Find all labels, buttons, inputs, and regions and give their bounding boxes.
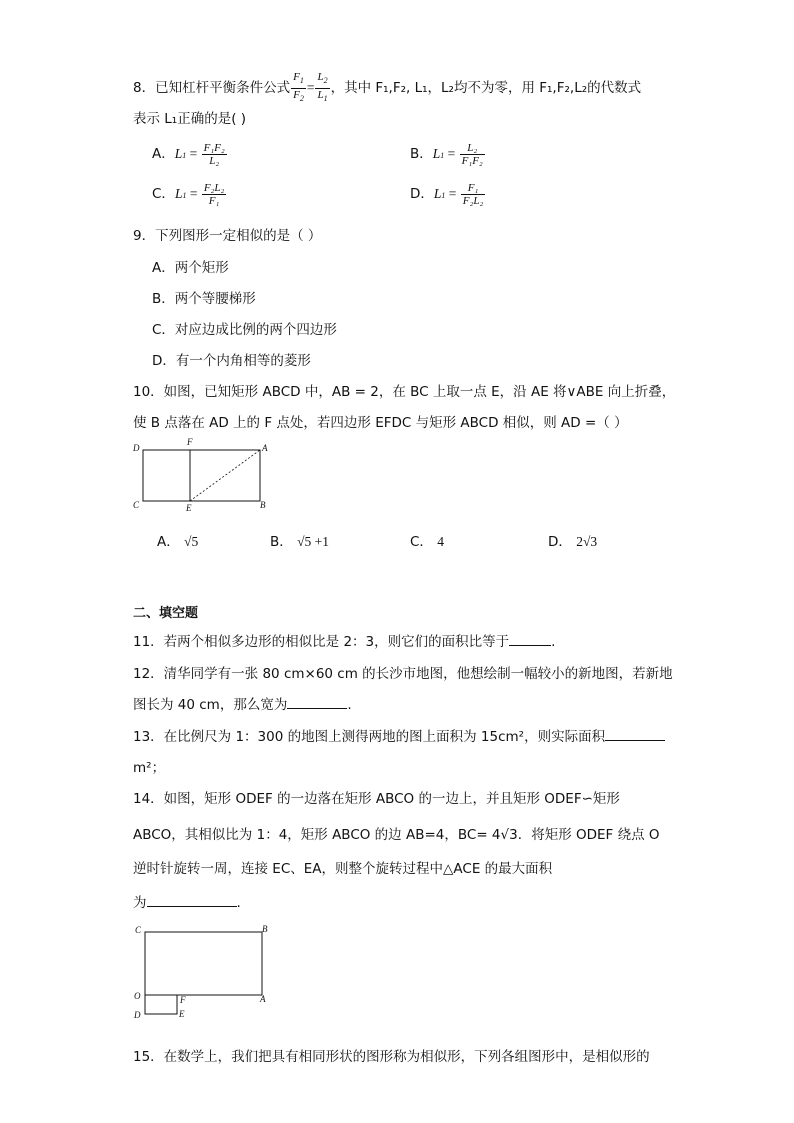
q8-formula-eq: = xyxy=(306,80,315,95)
q13-line1: 13．在比例尺为 1：300 的地图上测得两地的图上面积为 15cm²，则实际面积 xyxy=(133,725,665,745)
q9-option-a: A．两个矩形 xyxy=(152,260,229,276)
q8-line1 xyxy=(133,70,641,106)
rectangle-abco xyxy=(145,932,262,995)
q10-option-a: A． √5 xyxy=(157,534,199,550)
q14-line3: 逆时针旋转一周，连接 EC、EA，则整个旋转过程中△ACE 的最大面积 xyxy=(133,861,553,877)
q14-figure xyxy=(130,920,275,1024)
q10-option-c: C． 4 xyxy=(410,534,444,550)
q13-line2: m²； xyxy=(133,760,166,776)
label-o: O xyxy=(134,991,141,1001)
label-e: E xyxy=(186,503,192,512)
q14-blank[interactable] xyxy=(147,894,237,907)
q14-line4: 为 . xyxy=(133,895,241,911)
q10-option-d: D． 2√3 xyxy=(548,534,598,550)
q10-figure xyxy=(130,436,275,512)
q13-blank[interactable] xyxy=(605,728,665,741)
q12-line1: 12．清华同学有一张 80 cm×60 cm 的长沙市地图，他想绘制一幅较小的新地图，若新地 xyxy=(133,666,673,682)
q10-option-b: B． √5 +1 xyxy=(270,534,329,550)
label-c: C xyxy=(135,925,142,935)
label-d: D xyxy=(134,1010,141,1020)
label-c: C xyxy=(133,500,140,510)
rectangle-abcd xyxy=(143,450,260,501)
q9-option-d: D．有一个内角相等的菱形 xyxy=(152,353,311,369)
segment-ea-dashed xyxy=(190,450,260,501)
q8-option-b: B．L1 = $\frac{\text{L₂}}{\text{F₁F₂}}$ xyxy=(410,141,483,167)
q8-line1-pre: 8．已知杠杆平衡条件公式 xyxy=(133,80,291,96)
section-title-fill-in: 二、填空题 xyxy=(133,606,199,621)
label-b: B xyxy=(262,924,268,934)
label-a: A xyxy=(260,994,266,1004)
label-f: F xyxy=(187,437,193,447)
q9-option-b: B．两个等腰梯形 xyxy=(152,291,256,307)
q11-blank[interactable] xyxy=(509,633,551,646)
q14-line2: ABCO，其相似比为 1：4，矩形 ABCO 的边 AB=4，BC= 4√3．将矩形 ODEF 绕点 O xyxy=(133,827,660,843)
q12-line2: 图长为 40 cm，那么宽为 . xyxy=(133,697,352,713)
label-e: E xyxy=(179,1009,185,1019)
q8-formula-left: $\frac{F_1}{F_2}$ xyxy=(293,71,304,103)
q10-line1: 10．如图，已知矩形 ABCD 中，AB = 2，在 BC 上取一点 E，沿 AE 将∨ABE 向上折叠， xyxy=(133,384,676,400)
q10-line2: 使 B 点落在 AD 上的 F 点处，若四边形 EFDC 与矩形 ABCD 相似，则 AD =（ ） xyxy=(133,415,628,431)
q11-line: 11．若两个相似多边形的相似比是 2：3，则它们的面积比等于 . xyxy=(133,634,556,650)
q9-stem: 9．下列图形一定相似的是（ ） xyxy=(133,228,322,244)
q8-option-a: A．L1 = $\frac{\text{F₁F₂}}{\text{L₂}}$ xyxy=(152,141,225,167)
q15-line1: 15．在数学上，我们把具有相同形状的图形称为相似形，下列各组图形中，是相似形的 xyxy=(133,1049,650,1065)
q8-line2: 表示 L₁正确的是( ) xyxy=(133,111,247,127)
q8-formula-right: $\frac{L_2}{L_1}$ xyxy=(317,71,328,103)
q8-option-c: C．L1 = $\frac{\text{F₂L₂}}{\text{F₁}}$ xyxy=(152,181,225,207)
label-a: A xyxy=(262,443,268,453)
rectangle-odef xyxy=(145,995,177,1014)
q9-option-c: C．对应边成比例的两个四边形 xyxy=(152,322,337,338)
q8-option-d: D．L1 = $\frac{\text{F₁}}{\text{F₂L₂}}$ xyxy=(410,181,484,207)
q12-blank[interactable] xyxy=(287,696,347,709)
label-b: B xyxy=(260,500,266,510)
label-f: F xyxy=(180,995,186,1005)
label-d: D xyxy=(133,443,140,453)
q14-line1: 14．如图，矩形 ODEF 的一边落在矩形 ABCO 的一边上，并且矩形 ODEF∽矩形 xyxy=(133,791,620,807)
q8-line1-post: ，其中 F₁,F₂, L₁，L₂均不为零，用 F₁,F₂,L₂的代数式 xyxy=(330,80,642,96)
